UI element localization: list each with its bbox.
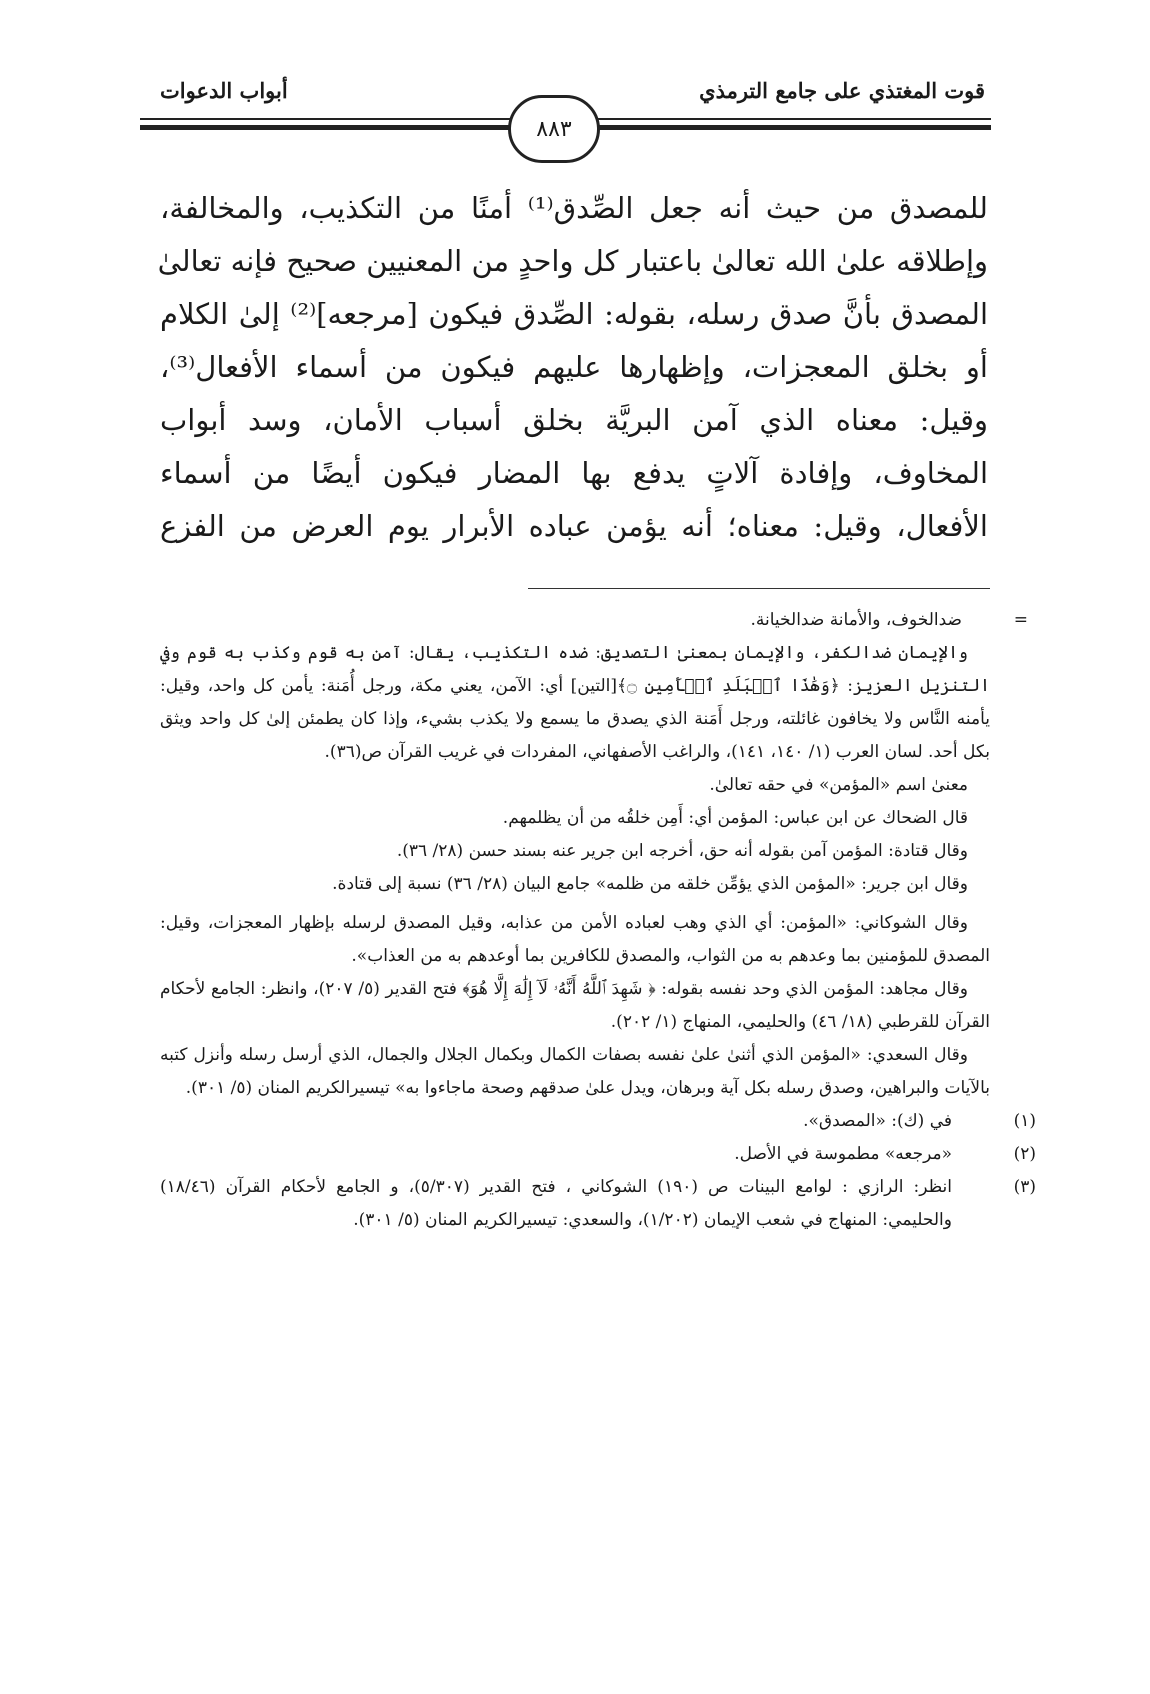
page-number: ٨٨٣ <box>508 95 600 163</box>
footnote-paragraph: والإيمان ضدالكفر، والإيمان بمعنىٰ التصديق: ضده التكذيب، يقال: آمن به قوم وكذب به قوم وفي التنزيل العزيز: ﴿وَهَٰذَا ٱلۡبَلَدِ ٱلۡأَمِينِ ۝﴾[التين] أي: الآمن، يعني مكة، ورجل أُمَنة: يأمن كل واحد، وقيل: يأمنه النَّاس ولا يخافون غائلته، ورجل أَمَنة الذي يصدق ما يسمع ولا يكذب بشيء، وإذا كان يطمئن إلىٰ كل واحد ويثق بكل أحد. لسان العرب (١/ ١٤٠، ١٤١)، والراغب الأصفهاني، المفردات في غريب القرآن ص(٣٦). <box>160 643 990 762</box>
footnote-separator <box>528 588 990 589</box>
main-text-line: للمصدق من حيث أنه جعل الصِّدق⁽¹⁾ أمنًا من التكذيب، والمخالفة، <box>160 191 988 225</box>
header-rule <box>593 125 991 130</box>
footnote-paragraph: وقال الشوكاني: «المؤمن: أي الذي وهب لعباده الأمن من عذابه، وقيل المصدق لرسله بإظهار المعجزات، وقيل: المصدق للمؤمنين بما وعدهم به من الثواب، والمصدق للكافرين بما أوعدهم به من العذاب». <box>160 913 990 966</box>
footnote <box>160 1171 1036 1237</box>
footnote <box>160 1105 1036 1138</box>
footnote-paragraph: وقال ابن جرير: «المؤمن الذي يؤمِّن خلقه من ظلمه» جامع البيان (٢٨/ ٣٦) نسبة إلى قتادة. <box>332 874 968 894</box>
footnote-paragraph: قال الضحاك عن ابن عباس: المؤمن أي: أَمِن خلقُه من أن يظلمهم. <box>502 808 968 828</box>
footnote-text: «مرجعه» مطموسة في الأصل. <box>734 1144 952 1164</box>
main-text-line: وقيل: معناه الذي آمن البريَّة بخلق أسباب الأمان، وسد أبواب <box>160 403 988 437</box>
header-rule <box>593 118 991 120</box>
footnote-number: (١) <box>1013 1111 1036 1131</box>
main-text-line: المخاوف، وإفادة آلاتٍ يدفع بها المضار فيكون أيضًا من أسماء <box>160 456 988 490</box>
continuation-mark: = <box>1013 610 1028 630</box>
chapter-title: أبواب الدعوات <box>160 78 288 103</box>
header-rule <box>140 118 510 120</box>
main-text-line: المصدق بأنَّ صدق رسله، بقوله: الصِّدق فيكون [مرجعه]⁽²⁾ إلىٰ الكلام <box>160 297 989 331</box>
footnote-number: (٢) <box>1013 1144 1036 1164</box>
footnote-paragraph: ضدالخوف، والأمانة ضدالخيانة. <box>750 610 962 630</box>
footnote-continuation <box>160 604 1028 637</box>
footnote-paragraph: وقال مجاهد: المؤمن الذي وحد نفسه بقوله: ﴿ شَهِدَ ٱللَّهُ أَنَّهُۥ لَآ إِلَٰهَ إِلَّا هُوَ﴾ فتح القدير (٥/ ٢٠٧)، وانظر: الجامع لأحكام القرآن للقرطبي (١٨/ ٤٦) والحليمي، المنهاج (١/ ٢٠٢). <box>160 979 990 1032</box>
main-text-line: الأفعال، وقيل: معناه؛ أنه يؤمن عباده الأبرار يوم العرض من الفزع <box>160 509 988 543</box>
footnote-paragraph: وقال السعدي: «المؤمن الذي أثنىٰ علىٰ نفسه بصفات الكمال وبكمال الجلال والجمال، الذي أرسل رسله وأنزل كتبه بالآيات والبراهين، وصدق رسله بكل آية وبرهان، ويدل علىٰ صدقهم وصحة ماجاءوا به» تيسيرالكريم المنان (٥/ ٣٠١). <box>160 1045 990 1098</box>
header-rule <box>140 125 510 130</box>
footnote-paragraph: معنىٰ اسم «المؤمن» في حقه تعالىٰ. <box>709 775 968 795</box>
footnotes <box>160 604 1036 1237</box>
footnote <box>160 1138 1036 1171</box>
main-text-line: وإطلاقه علىٰ الله تعالىٰ باعتبار كل واحدٍ من المعنيين صحيح فإنه تعالىٰ <box>157 244 988 278</box>
footnote-text: انظر: الرازي : لوامع البينات ص (١٩٠) الشوكاني ، فتح القدير (٥/٣٠٧)، و الجامع لأحكام القرآن (١٨/٤٦) والحليمي: المنهاج في شعب الإيمان (١/٢٠٢)، والسعدي: تيسيرالكريم المنان (٥/ ٣٠١). <box>160 1177 952 1230</box>
main-text-line: أو بخلق المعجزات، وإظهارها عليهم فيكون من أسماء الأفعال⁽³⁾، <box>160 350 988 384</box>
book-title: قوت المغتذي على جامع الترمذي <box>699 78 985 103</box>
footnote-paragraph: وقال قتادة: المؤمن آمن بقوله أنه حق، أخرجه ابن جرير عنه بسند حسن (٢٨/ ٣٦). <box>396 841 968 861</box>
footnote-number: (٣) <box>1013 1177 1036 1197</box>
main-text <box>157 182 989 553</box>
footnote-text: في (ك): «المصدق». <box>803 1111 952 1131</box>
